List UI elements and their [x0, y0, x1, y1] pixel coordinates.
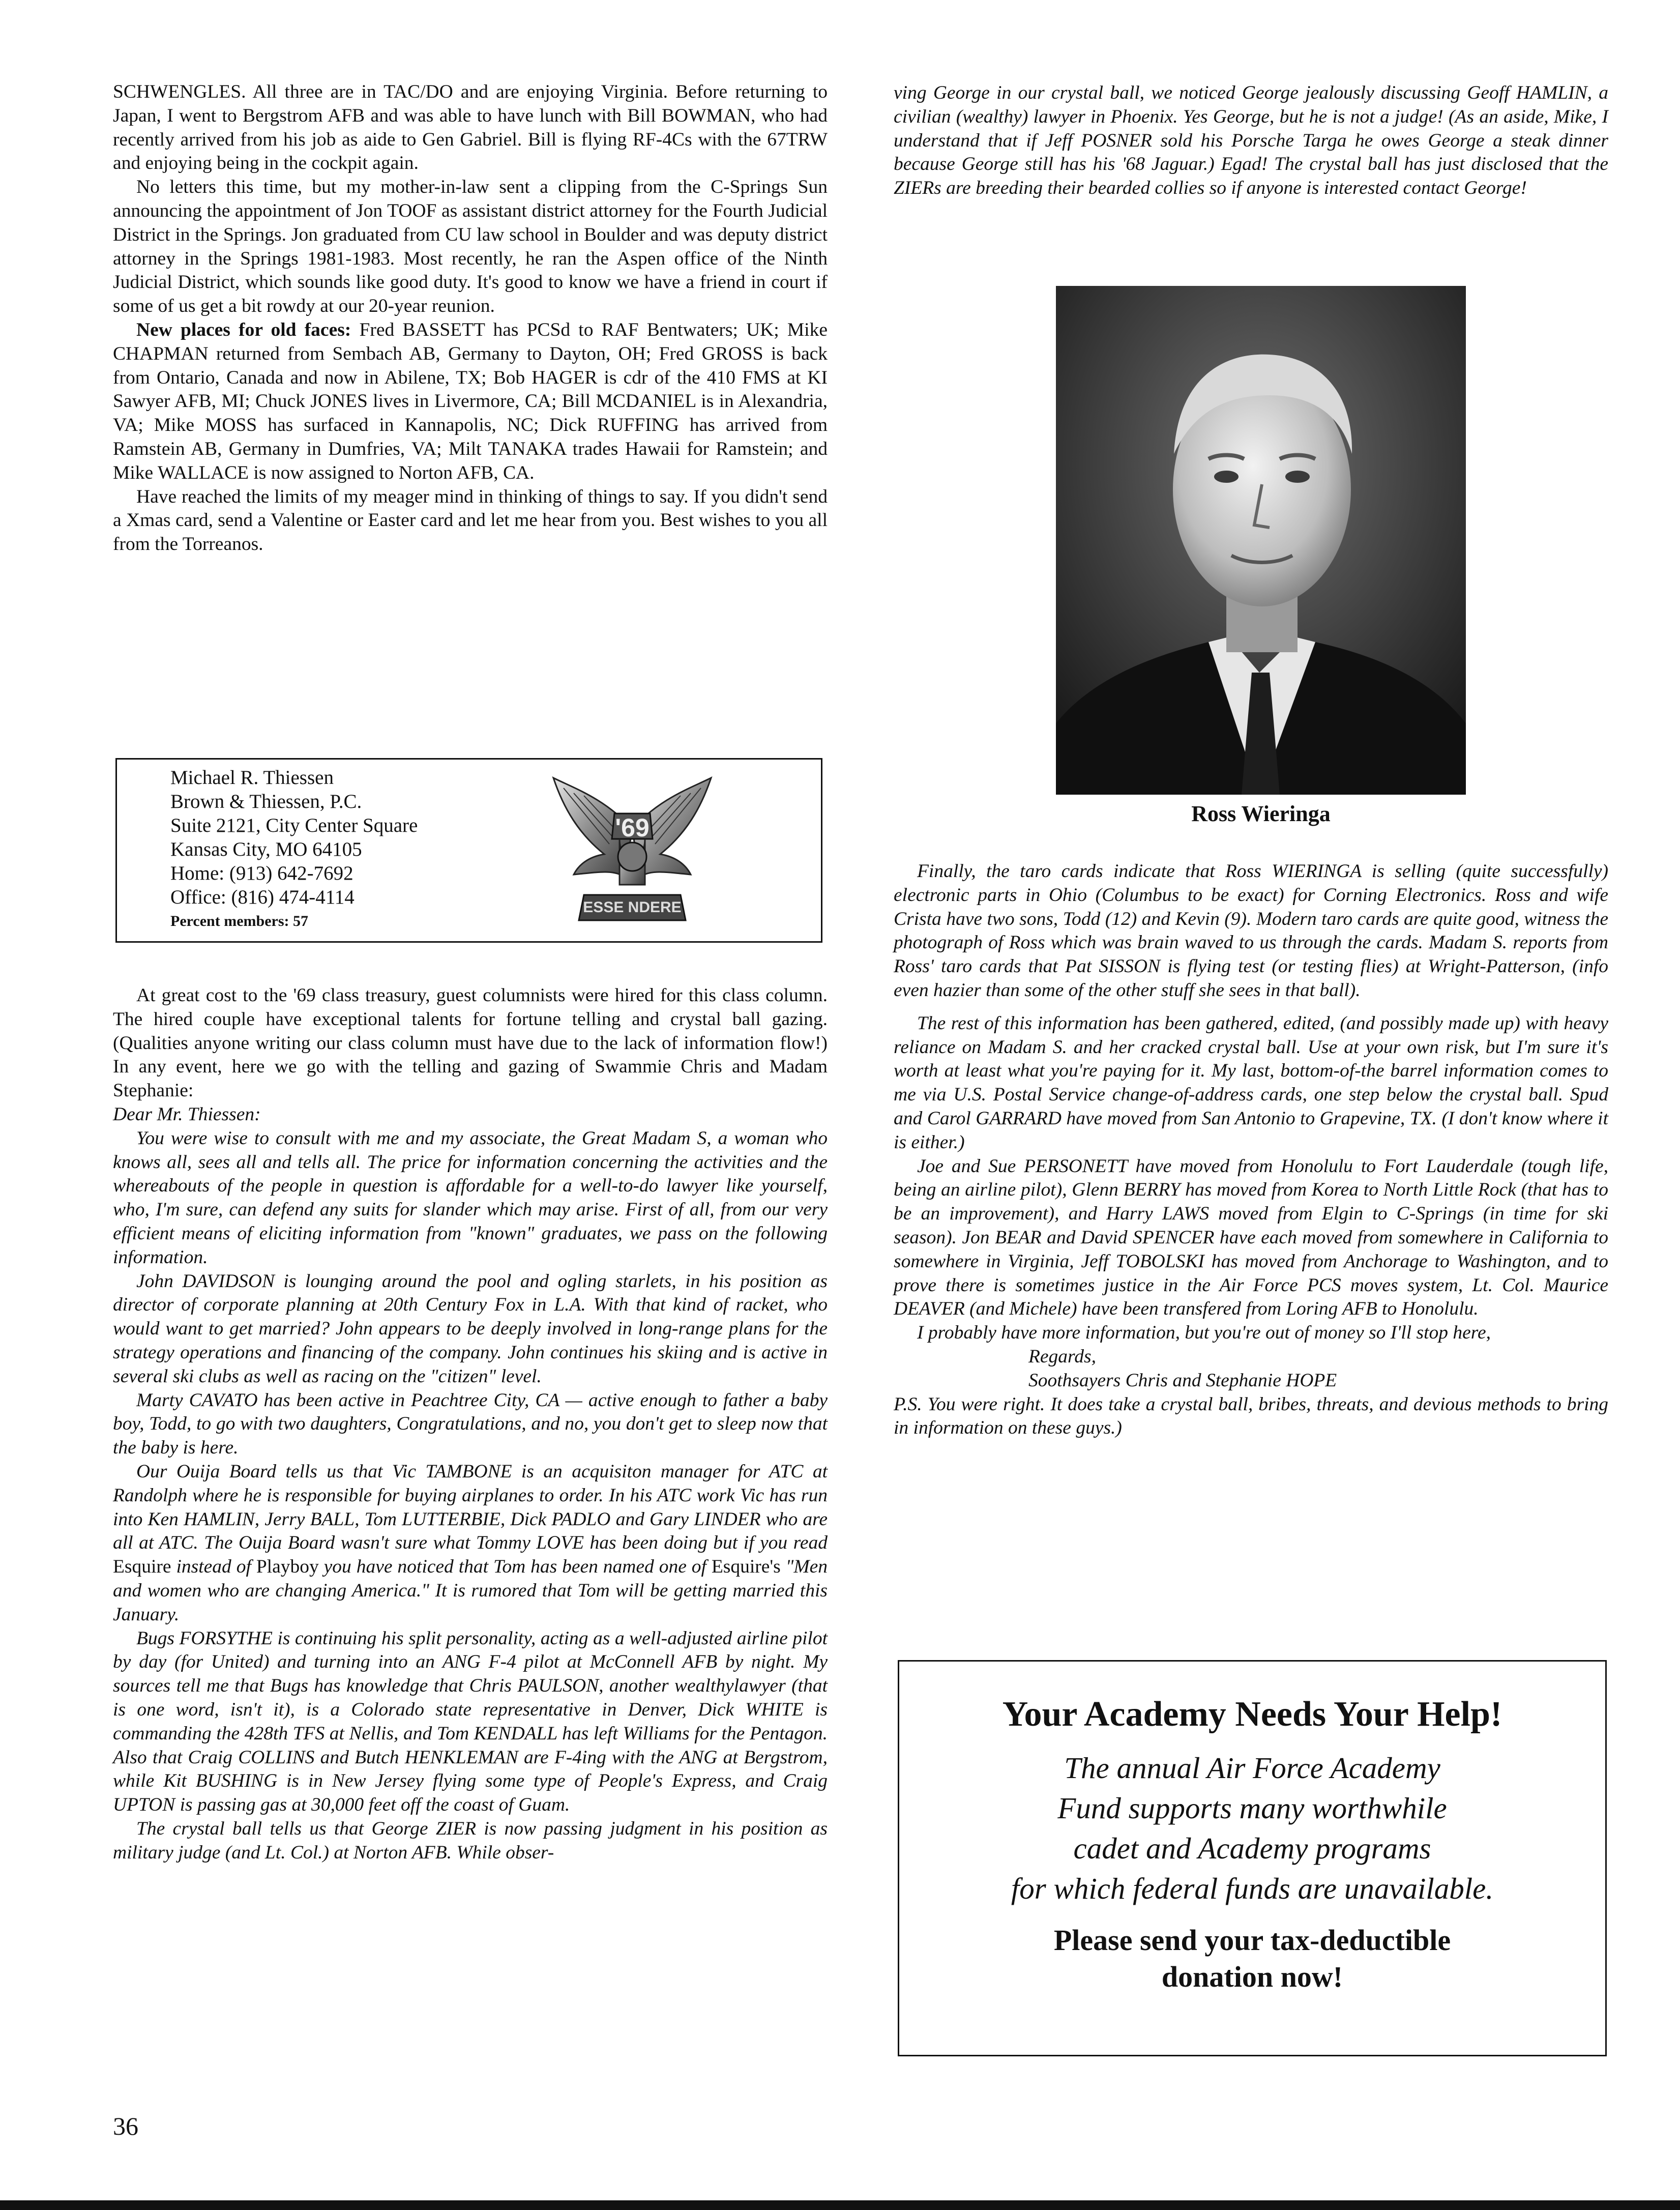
percent-members: Percent members: 57: [170, 913, 308, 929]
right-column-bottom: [894, 860, 1608, 1440]
appeal-cta-line: Please send your tax-deductible: [1053, 1924, 1451, 1957]
paragraph-text: "Men and women who are changing America." It is rumored that Tom will be getting married this January.: [113, 1556, 828, 1625]
paragraph: Bugs FORSYTHE is continuing his split personality, acting as a well-adjusted airline pilot by day (for United) and turning into an ANG F-4 pilot at McConnell AFB by night. My sources tell me that Bugs has knowledge that Chris PAULSON, another wealthylawyer (that is one word, isn't it), is a Colorado state representative in Denver, Dick WHITE is commanding the 428th TFS at Nellis, and Tom KENDALL has left Williams for the Pentagon. Also that Craig COLLINS and Butch HENKLEMAN are F-4ing with the ANG at Bergstrom, while Kit BUSHING is in New Jersey flying some type of People's Express, and Craig UPTON is passing gas at 30,000 feet off the coast of Guam.: [113, 1627, 828, 1816]
paragraph: Have reached the limits of my meager mind in thinking of things to say. If you didn't send a Xmas card, send a Valentine or Easter card and let me hear from you. Best wishes to you all from the Torreanos.: [113, 486, 828, 555]
class-of-69-crest-icon: [543, 768, 721, 935]
appeal-call-to-action: [899, 1922, 1605, 1995]
left-column-top: [113, 80, 828, 557]
paragraph: You were wise to consult with me and my associate, the Great Madam S, a woman who knows all, sees all and tells all. The price for information concerning the activities and the whereabouts of the people in question is affordable for a well-to-do lawyer like yourself, who, I'm sure, can defend any suits for slander which may arise. First of all, from our very efficient means of eliciting information from "known" graduates, we pass on the following information.: [113, 1127, 828, 1268]
left-column-guest-column: [113, 984, 828, 1865]
ross-wieringa-photo: [1056, 286, 1466, 795]
appeal-body-line: The annual Air Force Academy: [1064, 1751, 1440, 1785]
section-lead: New places for old faces:: [136, 319, 351, 340]
paragraph: I probably have more information, but you're out of money so I'll stop here,: [917, 1322, 1491, 1344]
paragraph: John DAVIDSON is lounging around the pool and ogling starlets, in his position as director of corporate planning at 20th Century Fox in L.A. With that kind of racket, who would want to get married? John appears to be deeply involved in long-range plans for the strategy operations and financing of the company. John continues his skiing and is active in several ski clubs as well as racing on the "citizen" level.: [113, 1270, 828, 1387]
paragraph: SCHWENGLES. All three are in TAC/DO and are enjoying Virginia. Before returning to Japan, I went to Bergstrom AFB and was able to have lunch with Bill BOWMAN, who had recently arrived from his job as aide to Gen Gabriel. Bill is flying RF-4Cs with the 67TRW and enjoying being in the cockpit again.: [113, 81, 828, 174]
appeal-body: [899, 1748, 1605, 1909]
magazine-title: Esquire: [113, 1556, 171, 1578]
paragraph: At great cost to the '69 class treasury, guest columnists were hired for this class column. The hired couple have exceptional talents for fortune telling and crystal ball gazing. (Qualities anyone writing our class column must have due to the lack of information flow!) In any event, here we go with the telling and gazing of Swammie Chris and Madam Stephanie:: [113, 985, 828, 1101]
letter-signature: Soothsayers Chris and Stephanie HOPE: [1028, 1370, 1337, 1391]
page-bottom-rule: [0, 2200, 1680, 2210]
paragraph-text: instead of: [176, 1556, 251, 1578]
paragraph: ving George in our crystal ball, we noticed George jealously discussing Geoff HAMLIN, a civilian (wealthy) lawyer in Phoenix. Yes George, but he is not a judge! (As an aside, Mike, I understand that if Jeff POSNER sold his Porsche Targa he owes George a steak dinner because George still has his '68 Jaguar.) Egad! The crystal ball has just disclosed that the ZIERs are breeding their bearded collies so if anyone is interested contact George!: [894, 82, 1608, 199]
appeal-body-line: for which federal funds are unavailable.: [1011, 1872, 1494, 1905]
secretary-firm: Brown & Thiessen, P.C.: [170, 791, 362, 812]
secretary-city: Kansas City, MO 64105: [170, 838, 362, 860]
paragraph-text: Our Ouija Board tells us that Vic TAMBONE is an acquisiton manager for ATC at Randolph where he is responsible for buying airplanes to order. In his ATC work Vic has run into Ken HAMLIN, Jerry BALL, Tom LUTTERBIE, Dick PADLO and Gary LINDER who are all at ATC. The Ouija Board wasn't sure what Tommy LOVE has been doing but if you read: [113, 1461, 828, 1554]
paragraph-text: you have noticed that Tom has been named one of: [323, 1556, 706, 1578]
page-number: 36: [113, 2112, 138, 2140]
secretary-name: Michael R. Thiessen: [170, 767, 334, 789]
letter-salutation: Dear Mr. Thiessen:: [113, 1103, 261, 1125]
secretary-suite: Suite 2121, City Center Square: [170, 815, 418, 836]
paragraph: The crystal ball tells us that George ZIER is now passing judgment in his position as military judge (and Lt. Col.) at Norton AFB. While obser-: [113, 1818, 828, 1863]
magazine-title: Esquire's: [711, 1556, 781, 1578]
photo-caption: Ross Wieringa: [1191, 801, 1331, 826]
paragraph: No letters this time, but my mother-in-law sent a clipping from the C-Springs Sun announcing the appointment of Jon TOOF as assistant district attorney for the Fourth Judicial District in the Springs. Jon graduated from CU law school in Boulder and was deputy district attorney in the Springs 1981-1983. Most recently, he ran the Aspen office of the Ninth Judicial District, which sounds like good duty. It's good to know we have a friend in court if some of us get a bit rowdy at our 20-year reunion.: [113, 177, 828, 317]
appeal-body-line: cadet and Academy programs: [1073, 1831, 1431, 1865]
paragraph: [113, 1460, 828, 1627]
right-column-top: [894, 81, 1608, 200]
class-secretary-address-box: [115, 758, 822, 943]
address-block: [170, 766, 418, 933]
appeal-title: Your Academy Needs Your Help!: [1002, 1695, 1502, 1734]
academy-fund-appeal-box: [898, 1660, 1607, 2056]
secretary-office-phone: Office: (816) 474-4114: [170, 886, 355, 908]
secretary-home-phone: Home: (913) 642-7692: [170, 862, 353, 884]
magazine-title: Playboy: [256, 1556, 319, 1578]
appeal-body-line: Fund supports many worthwhile: [1057, 1791, 1447, 1825]
svg-text:'69: '69: [615, 813, 650, 842]
paragraph: Joe and Sue PERSONETT have moved from Honolulu to Fort Lauderdale (tough life, being an airline pilot), Glenn BERRY has moved from Korea to North Little Rock (that has to be an improvement), and Harry LAWS moved from Elgin to C-Springs (in time for ski season). Jon BEAR and David SPENCER have each moved from somewhere in California to somewhere in Virginia, Jeff TOBOLSKI has moved from Anchorage to Washington, and to prove there is sometimes justice in the Air Force PCS moves system, Lt. Col. Maurice DEAVER (and Michele) have been transfered from Loring AFB to Honolulu.: [894, 1155, 1608, 1320]
svg-text:ESSE NDERE: ESSE NDERE: [583, 899, 682, 916]
letter-regards: Regards,: [1028, 1346, 1096, 1367]
paragraph: [113, 318, 828, 485]
postscript: P.S. You were right. It does take a crystal ball, bribes, threats, and devious methods to bring in information on these guys.): [894, 1393, 1608, 1439]
paragraph: Finally, the taro cards indicate that Ross WIERINGA is selling (quite successfully) electronic parts in Ohio (Columbus to be exact) for Corning Electronics. Ross and wife Crista have two sons, Todd (12) and Kevin (9). Modern taro cards are quite good, witness the photograph of Ross which was brain waved to us through the cards. Madam S. reports from Ross' taro cards that Pat SISSON is flying test (or testing flies) at Wright-Patterson, (info even hazier than some of the other stuff she sees in that ball).: [894, 861, 1608, 1001]
appeal-cta-line: donation now!: [1161, 1960, 1343, 1993]
paragraph: The rest of this information has been gathered, edited, (and possibly made up) with heavy reliance on Madam S. and her cracked crystal ball. Use at your own risk, but I'm sure it's worth at least what you're paying for it. My last, bottom-of-the barrel information comes to me via U.S. Postal Service change-of-address cards, one step below the crystal ball. Spud and Carol GARRARD have moved from San Antonio to Grapevine, TX. (I don't know where it is either.): [894, 1012, 1608, 1153]
paragraph-text: Fred BASSETT has PCSd to RAF Bentwaters; UK; Mike CHAPMAN returned from Sembach AB, Germany to Dayton, OH; Fred GROSS is back from Ontario, Canada and now in Abilene, TX; Bob HAGER is cdr of the 410 FMS at KI Sawyer AFB, MI; Chuck JONES lives in Livermore, CA; Bill MCDANIEL is in Alexandria, VA; Mike MOSS has surfaced in Kannapolis, NC; Dick RUFFING has arrived from Ramstein AB, Germany in Dumfries, VA; Milt TANAKA trades Hawaii for Ramstein; and Mike WALLACE is now assigned to Norton AFB, CA.: [113, 319, 828, 483]
portrait-image: [1056, 286, 1466, 795]
paragraph: Marty CAVATO has been active in Peachtree City, CA — active enough to father a baby boy, Todd, to go with two daughters, Congratulations, and no, you don't get to sleep now that the baby is here.: [113, 1389, 828, 1459]
